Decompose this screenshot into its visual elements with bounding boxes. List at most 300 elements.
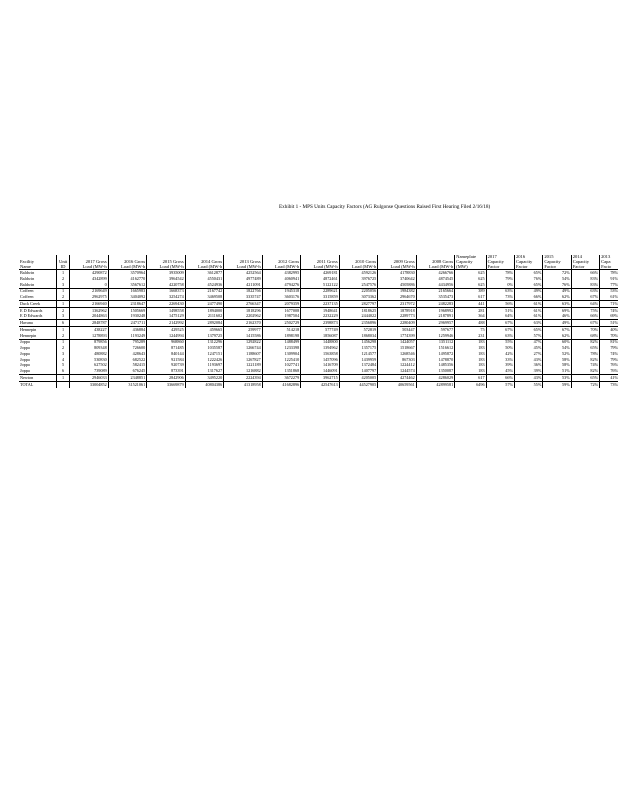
table-cell: 480882 [70, 351, 109, 357]
table-cell: 72% [571, 381, 599, 387]
table-cell: 49% [514, 288, 542, 294]
table-cell: 63% [514, 320, 542, 327]
table-cell: 625 [455, 276, 486, 282]
table-cell: 82% [571, 368, 599, 374]
table-cell: 920739 [147, 363, 186, 369]
table-cell: 6496 [455, 381, 486, 387]
table-cell: 503447 [378, 327, 417, 333]
table-cell: 1267827 [224, 357, 263, 363]
table-cell: 6 [57, 320, 70, 327]
table-cell: 83% [571, 282, 599, 288]
table-cell: 2232229 [301, 314, 340, 320]
table-cell: 78% [571, 351, 599, 357]
table-cell: 53% [610, 288, 618, 294]
table-cell: 50% [486, 345, 514, 351]
table-cell: 41318958 [224, 381, 263, 387]
table-cell: 74% [610, 351, 618, 356]
table-cell: 1193249 [108, 333, 147, 339]
table-cell: 3567612 [108, 282, 147, 288]
table-cell: 61% [600, 294, 618, 300]
table-cell: 4286029 [416, 375, 455, 382]
table-cell: 183 [455, 351, 486, 357]
table-cell: 441 [455, 301, 486, 308]
table-cell: 31521061 [108, 381, 147, 387]
table-cell: 968860 [147, 339, 186, 345]
table-cell: 1221189 [224, 363, 263, 369]
table-cell: 6 [57, 368, 70, 374]
table-cell: 2962975 [70, 294, 109, 300]
table-cell: 62% [543, 333, 571, 339]
table-cell: 1216882 [224, 368, 263, 374]
table-cell: Newton [19, 375, 57, 382]
table-cell: 49% [543, 288, 571, 294]
table-cell: 41% [610, 374, 618, 380]
table-cell: 625 [455, 270, 486, 276]
table-cell: 82% [571, 357, 599, 363]
table-cell: 2142992 [147, 320, 186, 327]
table-cell: 3469508 [185, 294, 224, 300]
table-cell: 76% [600, 368, 618, 374]
table-cell: 2 [57, 294, 70, 300]
table-cell: Coffeen [19, 288, 57, 294]
table-cell: E D Edwards [19, 314, 57, 320]
table-cell: 2348851 [108, 375, 147, 382]
table-cell: 259977 [224, 327, 263, 333]
table-cell: 2167742 [185, 288, 224, 294]
table-cell: 1233398 [262, 345, 301, 351]
table-cell: 438227 [70, 327, 109, 333]
table-cell: 61% [514, 314, 542, 320]
table-cell: 1222426 [185, 357, 224, 363]
table-cell: 3935009 [147, 270, 186, 276]
table-cell: 61% [514, 307, 542, 313]
table-cell: 428643 [108, 351, 147, 357]
table-cell: 1984382 [378, 288, 417, 294]
table-cell: 5 [57, 363, 70, 369]
table-cell: 1 [57, 339, 70, 345]
table-cell: 46% [543, 314, 571, 320]
column-header: Load (MW-h [416, 265, 455, 270]
table-cell: 4205005 [339, 375, 378, 382]
table-cell: 676245 [108, 368, 147, 374]
table-cell: 71% [600, 301, 618, 308]
table-cell: 1968992 [416, 307, 455, 313]
table-cell: 1 [57, 270, 70, 276]
table-cell: 1292822 [224, 339, 263, 345]
table-cell: 76% [514, 276, 542, 282]
column-header: Load (MW-h [301, 265, 340, 270]
table-cell: 5122122 [301, 282, 340, 288]
table-row [19, 320, 618, 327]
table-cell: 4874545 [416, 276, 455, 282]
table-cell: 2444022 [339, 314, 378, 320]
table-cell: 68% [571, 333, 599, 339]
table-cell: 867303 [378, 357, 417, 363]
column-header: 2017 Gross [70, 255, 109, 265]
table-cell: 67% [571, 294, 599, 300]
table-cell: 2289621 [301, 288, 340, 294]
table-cell: 2766347 [224, 301, 263, 308]
table-cell: 1244574 [378, 368, 417, 374]
table-cell: 2044863 [70, 314, 109, 320]
table-cell: 64% [486, 314, 514, 320]
column-header: Factor [486, 265, 514, 270]
column-header: Load (MW-h [70, 265, 109, 270]
table-cell: 1987504 [262, 314, 301, 320]
table-cell: 4977489 [224, 276, 263, 282]
table-cell: 2842906 [147, 375, 186, 382]
table-cell: 73% [600, 381, 618, 387]
table-cell: 1 [57, 327, 70, 333]
table-cell: Duck Creek [19, 301, 57, 308]
table-cell: 572819 [339, 327, 378, 333]
table-cell: 1439959 [339, 357, 378, 363]
table-cell: 55% [486, 339, 514, 345]
table-cell: 43% [514, 375, 542, 382]
table-cell: 1898198 [262, 333, 301, 339]
table-cell: 879856 [70, 339, 109, 345]
table-cell: 0 [70, 282, 109, 288]
table-cell: 3315859 [301, 294, 340, 300]
table-cell [57, 381, 70, 387]
table-cell: 1516612 [416, 345, 455, 351]
column-header: (MW) [455, 265, 486, 270]
table-cell: 1244994 [147, 333, 186, 339]
column-header: Name [19, 265, 57, 270]
table-cell: 2502729 [262, 320, 301, 327]
table-cell: 1268546 [378, 351, 417, 357]
table-cell: 33004852 [70, 381, 109, 387]
table-cell: 51% [486, 307, 514, 313]
table-cell: 2111602 [185, 314, 224, 320]
table-cell: 0% [486, 282, 514, 288]
table-cell: 597677 [416, 327, 455, 333]
table-cell: 2166940 [70, 301, 109, 308]
table-cell: 3404092 [108, 294, 147, 300]
table-cell: 2317972 [378, 301, 417, 308]
table-cell: 617 [455, 375, 486, 382]
column-header: Load (MW-h [185, 265, 224, 270]
table-cell: 2237135 [301, 301, 340, 308]
table-cell: 809348 [70, 345, 109, 351]
table-cell: 2205056 [339, 288, 378, 294]
table-cell: 77% [600, 282, 618, 288]
table-cell: 2280409 [378, 320, 417, 327]
table-cell: Baldwin [19, 276, 57, 282]
table-cell: 4382995 [262, 270, 301, 276]
table-cell: 183 [455, 339, 486, 345]
table-cell: 42899581 [416, 381, 455, 387]
column-header: Load (MW-h [108, 265, 147, 270]
table-cell: 58% [543, 357, 571, 363]
table-cell: 41682896 [262, 381, 301, 387]
table-cell: 3495220 [185, 375, 224, 382]
table-cell: 66% [571, 314, 599, 320]
table-cell: 57% [486, 381, 514, 387]
table-cell: 1035587 [185, 345, 224, 351]
exhibit-title: Exhibit 1 - MPS Units Capacity Factors (AG Rulgonse Questions Raised First Hearing Filed 2/16/18) [279, 204, 491, 210]
table-cell: 27% [514, 351, 542, 357]
table-cell: 1415586 [224, 333, 263, 339]
table-cell: 488 [455, 320, 486, 327]
table-cell: 62% [543, 294, 571, 300]
table-cell: 54% [543, 276, 571, 282]
column-header: 2008 Gross [416, 255, 455, 265]
table-cell: 577749 [301, 327, 340, 333]
table-cell: 65% [571, 345, 599, 351]
table-cell: 2398873 [301, 320, 340, 327]
table-cell: Joppa [19, 339, 57, 345]
table-cell: 63% [486, 288, 514, 294]
table-cell: 70% [600, 333, 618, 339]
total-row [19, 381, 618, 387]
table-cell: 1945318 [262, 288, 301, 294]
table-cell: Joppa [19, 351, 57, 357]
column-header: Load (MW-h [262, 265, 301, 270]
table-cell: 1894000 [185, 307, 224, 313]
table-cell: 1677008 [262, 307, 301, 313]
table-cell: 69% [543, 307, 571, 313]
table-cell: 51% [543, 368, 571, 374]
table-cell: 4342899 [70, 276, 109, 282]
table-cell: 2946033 [70, 375, 109, 382]
table-cell: 2202962 [224, 314, 263, 320]
table-cell: 1495872 [416, 351, 455, 357]
table-cell: 2187891 [416, 314, 455, 320]
table-cell: Joppa [19, 368, 57, 374]
table-cell: 1774399 [378, 333, 417, 339]
column-header: Facility [19, 255, 57, 265]
column-header: Factor [543, 265, 571, 270]
table-cell: 63% [486, 333, 514, 339]
table-cell: 1309904 [262, 351, 301, 357]
table-cell: 4592126 [339, 270, 378, 276]
table-cell: 75 [455, 327, 486, 333]
column-header: 2011 Gross [301, 255, 340, 265]
table-cell: 4252564 [224, 270, 263, 276]
table-cell: 514218 [262, 327, 301, 333]
table-cell: 2318647 [108, 301, 147, 308]
column-header: 2012 Gross [262, 255, 301, 265]
table-cell: 840144 [147, 351, 186, 357]
table-cell: 530830 [70, 357, 109, 363]
table-cell: 33% [486, 357, 514, 363]
table-cell: 1948641 [301, 307, 340, 313]
table-cell: 79% [610, 345, 618, 351]
table-cell: 3962715 [301, 375, 340, 382]
table-cell: 1317627 [185, 368, 224, 374]
table-cell: 1818625 [339, 307, 378, 313]
table-cell: 1457096 [301, 357, 340, 363]
table-cell: 2892084 [185, 320, 224, 327]
table-cell: 3 [57, 282, 70, 288]
table-cell: 58% [543, 363, 571, 369]
table-cell: 72% [543, 270, 571, 276]
table-cell: 65% [571, 375, 599, 382]
column-header: 2017 Capacity [486, 255, 514, 265]
table-cell: 1665983 [108, 288, 147, 294]
column-header: Facto [600, 265, 618, 270]
table-cell: 1485356 [416, 363, 455, 369]
table-cell: 67% [543, 327, 571, 333]
table-cell: 3603176 [262, 294, 301, 300]
table-cell: 33669879 [147, 381, 186, 387]
table-cell: 55% [514, 381, 542, 387]
column-header: Load (MW-h [147, 265, 186, 270]
table-cell: Baldwin [19, 282, 57, 288]
table-cell: 3073362 [339, 294, 378, 300]
table-cell: 67% [486, 320, 514, 327]
table-cell: 4178830 [378, 270, 417, 276]
table-cell: 2 [57, 307, 70, 313]
table-cell: 39% [514, 368, 542, 374]
table-cell: 726600 [108, 345, 147, 351]
table-cell: 1868034 [339, 333, 378, 339]
table-cell: 2 [57, 345, 70, 351]
table-cell: 2477490 [185, 301, 224, 308]
column-header: Unit [57, 255, 70, 265]
table-cell: 63% [543, 301, 571, 308]
table-cell: 67% [571, 320, 599, 327]
table-cell: 795289 [108, 339, 147, 345]
table-cell: 4266766 [416, 270, 455, 276]
table-cell: 42547613 [301, 381, 340, 387]
table-cell: 66% [514, 294, 542, 300]
table-cell: 1446091 [301, 368, 340, 374]
table-cell: 4162770 [108, 276, 147, 282]
table-cell: 231 [455, 333, 486, 339]
table-cell: 1930248 [108, 314, 147, 320]
table-cell: 682522 [108, 357, 147, 363]
table-cell: Joppa [19, 363, 57, 369]
table-cell: 1488499 [262, 339, 301, 345]
table-cell: 81% [610, 339, 618, 345]
table-cell: 1259946 [416, 333, 455, 339]
table-cell: 1475129 [147, 314, 186, 320]
column-header: 2014 Gross [185, 255, 224, 265]
table-cell: 2 [57, 333, 70, 339]
table-cell: 1247151 [185, 351, 224, 357]
table-cell: 1424057 [378, 339, 417, 345]
table-cell: 436884 [108, 327, 147, 333]
table-cell: 2079359 [262, 301, 301, 308]
table-cell: 183 [455, 345, 486, 351]
table-cell: 76% [610, 362, 618, 368]
column-header: ID [57, 265, 70, 270]
table-cell: Coffeen [19, 294, 57, 300]
table-cell: 1407797 [339, 368, 378, 374]
table-cell: 4269181 [301, 270, 340, 276]
table-cell: 54% [543, 345, 571, 351]
table-cell: 3612877 [185, 270, 224, 276]
table-row [19, 375, 618, 382]
table-cell: 4220758 [147, 282, 186, 288]
table-cell: 91% [610, 276, 618, 281]
table-cell: 389 [455, 288, 486, 294]
table-cell: 44527905 [339, 381, 378, 387]
table-cell: 2169649 [70, 288, 109, 294]
table-cell: 73% [486, 294, 514, 300]
table-cell: 66% [571, 270, 599, 276]
table-cell: 4872461 [301, 276, 340, 282]
table-cell: 1278893 [70, 333, 109, 339]
column-header: 2016 Capacity [514, 255, 542, 265]
table-cell: 1563858 [301, 351, 340, 357]
table-cell: 921584 [147, 357, 186, 363]
table-cell: 4060941 [262, 276, 301, 282]
column-header: 2009 Gross [378, 255, 417, 265]
table-cell: 2969957 [416, 320, 455, 327]
table-cell: 1856087 [301, 333, 340, 339]
table-cell: 1818296 [224, 307, 263, 313]
table-cell: 53% [543, 375, 571, 382]
table-cell: Havana [19, 320, 57, 327]
table-cell: 625 [455, 282, 486, 288]
table-cell: 67% [486, 327, 514, 333]
table-cell: 3535473 [416, 294, 455, 300]
table-cell: Hennepin [19, 333, 57, 339]
table-cell: 1878918 [378, 307, 417, 313]
table-cell: 1416709 [301, 363, 340, 369]
table-cell: 83% [571, 276, 599, 282]
table-cell: 45% [486, 368, 514, 374]
table-cell: 4290872 [70, 270, 109, 276]
table-cell: 1225410 [262, 357, 301, 363]
table-cell: 79% [610, 356, 618, 362]
table-cell: 4 [57, 357, 70, 363]
table-cell: 1394962 [301, 345, 340, 351]
table-cell: 2482283 [416, 301, 455, 308]
column-header: 2015 Gross [147, 255, 186, 265]
column-header: 2015 Capacity [543, 255, 571, 265]
table-cell: 4794276 [262, 282, 301, 288]
table-cell: Baldwin [19, 270, 57, 276]
table-cell: 74% [571, 363, 599, 369]
table-cell: 2848787 [70, 320, 109, 327]
table-cell: 1362962 [70, 307, 109, 313]
table-cell: 429525 [147, 327, 186, 333]
table-cell: 1224412 [378, 363, 417, 369]
table-cell: 3335747 [224, 294, 263, 300]
table-cell: 3740642 [378, 276, 417, 282]
column-header: 2013 Capa [601, 254, 611, 264]
table-cell: 871485 [147, 345, 186, 351]
table-cell: 56% [486, 301, 514, 308]
table-cell: 78% [610, 270, 618, 276]
table-cell: 2 [57, 276, 70, 282]
table-cell: 45% [514, 345, 542, 351]
column-header: Nameplate Capacity [455, 255, 486, 265]
table-cell: 1518667 [378, 345, 417, 351]
table-cell: 183 [455, 363, 486, 369]
table-cell: 364 [455, 314, 486, 320]
table-cell: 1188607 [224, 351, 263, 357]
table-cell: 1379725 [185, 333, 224, 339]
table-cell: 4211091 [224, 282, 263, 288]
table-cell: Joppa [19, 345, 57, 351]
table-cell: 1312296 [185, 339, 224, 345]
table-cell: 3254274 [147, 294, 186, 300]
table-cell: 1822766 [224, 288, 263, 294]
table-cell: 4505886 [378, 282, 417, 288]
table-cell: 78% [486, 270, 514, 276]
table-cell: Joppa [19, 357, 57, 363]
table-cell: 1027741 [262, 363, 301, 369]
table-body [19, 270, 618, 388]
table-cell: 2165664 [416, 288, 455, 294]
table-cell: 3964542 [147, 276, 186, 282]
table-cell: 65% [514, 282, 542, 288]
